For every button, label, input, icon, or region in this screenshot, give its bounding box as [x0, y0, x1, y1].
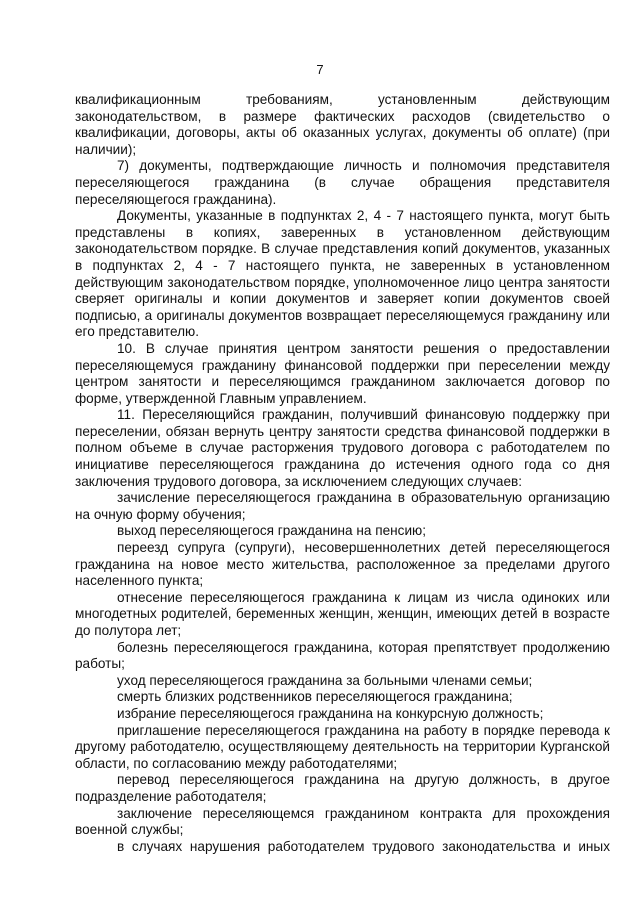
exception-internal-transfer: перевод переселяющегося гражданина на другую должность, в другое подразделение работодателя; — [75, 772, 610, 804]
page-number: 7 — [316, 62, 324, 77]
exception-family-relocation: переезд супруга (супруги), несовершеннолетних детей переселяющегося гражданина на новое место жительства, расположенное за пределами другого населенного пункта; — [75, 540, 610, 589]
exception-military-service: заключение переселяющемся гражданином контракта для прохождения военной службы; — [75, 805, 610, 838]
exception-employer-violation: в случаях нарушения работодателем трудового законодательства и иных — [117, 838, 610, 854]
exception-retirement: выход переселяющегося гражданина на пенсию; — [117, 523, 427, 539]
exception-transfer-invitation: приглашение переселяющегося гражданина на работу в порядке перевода к другому работодателю, осуществляющему деятельность на территории Курганской области, по согласованию между работодателями; — [75, 722, 610, 771]
paragraph-documents-copies: Документы, указанные в подпунктах 2, 4 - 7 настоящего пункта, могут быть представлены в копиях, заверенных в установленном действующим законодательством порядке. В случае представления копий документов, указанных в подпунктах 2, 4 - 7 настоящего пункта, не заверенных в установленном действующим законодательством порядке, уполномоченное лицо центра занятости сверяет оригиналы и копии документов и заверяет копии документов своей подписью, а оригиналы документов возвращает переселяющемуся гражданину или его представителю. — [75, 208, 610, 340]
paragraph-clause-11: 11. Переселяющийся гражданин, получивший финансовую поддержку при переселении, обязан вернуть центру занятости средства финансовой поддержки в полном объеме в случае расторжения трудового договора с работодателем по инициативе переселяющегося гражданина до истечения одного года со дня заключения трудового договора, за исключением следующих случаев: — [75, 407, 610, 489]
paragraph-item-7: 7) документы, подтверждающие личность и полномочия представителя переселяющегося гражданина (в случае обращения представителя переселяющегося гражданина). — [75, 158, 610, 207]
paragraph-clause-10: 10. В случае принятия центром занятости решения о предоставлении переселяющемуся гражданину финансовой поддержки при переселении между центром занятости и переселяющимся гражданином заключается договор по форме, утвержденной Главным управлением. — [75, 340, 610, 406]
exception-bereavement: смерть близких родственников переселяющегося гражданина; — [117, 689, 513, 705]
exception-illness: болезнь переселяющегося гражданина, которая препятствует продолжению работы; — [75, 639, 610, 672]
exception-education: зачисление переселяющегося гражданина в образовательную организацию на очную форму обучения; — [75, 490, 610, 522]
exception-family-care: уход переселяющегося гражданина за больными членами семьи; — [117, 672, 533, 688]
paragraph-qualification-continuation: квалификационным требованиям, установленным действующим законодательством, в размере фактических расходов (свидетельство о квалификации, договоры, акты об оказанных услугах, документы об оплате) (при наличии); — [75, 92, 610, 157]
document-body — [75, 92, 610, 855]
exception-single-parents: отнесение переселяющегося гражданина к лицам из числа одиноких или многодетных родителей, беременных женщин, женщин, имеющих детей в возрасте до полутора лет; — [75, 589, 610, 638]
exception-election: избрание переселяющегося гражданина на конкурсную должность; — [117, 705, 544, 721]
